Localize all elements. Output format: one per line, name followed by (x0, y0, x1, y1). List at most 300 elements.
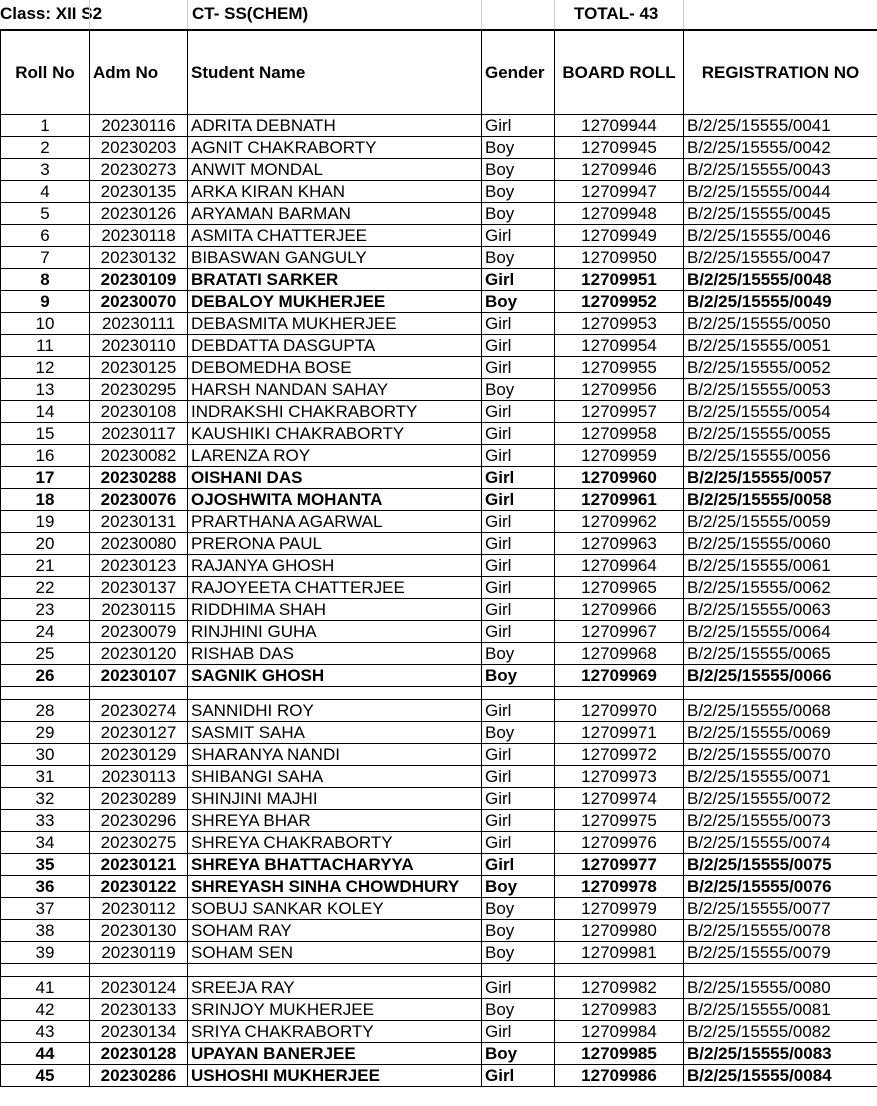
cell-board-roll: 12709964 (555, 555, 684, 577)
cell-registration-no: B/2/25/15555/0068 (684, 700, 877, 722)
cell-board-roll: 12709951 (555, 269, 684, 291)
cell-board-roll: 12709977 (555, 854, 684, 876)
cell-roll-no: 19 (1, 511, 90, 533)
cell-adm-no: 20230082 (90, 445, 188, 467)
table-row (1, 700, 877, 722)
cell-board-roll: 12709971 (555, 722, 684, 744)
cell-board-roll: 12709962 (555, 511, 684, 533)
column-header-registration-no: REGISTRATION NO (684, 31, 877, 115)
cell-roll-no: 36 (1, 876, 90, 898)
cell-registration-no: B/2/25/15555/0069 (684, 722, 877, 744)
cell-adm-no: 20230131 (90, 511, 188, 533)
cell-registration-no: B/2/25/15555/0050 (684, 313, 877, 335)
cell-roll-no: 17 (1, 467, 90, 489)
cell-board-roll: 12709944 (555, 115, 684, 137)
cell-gender: Boy (482, 942, 555, 964)
cell-adm-no: 20230129 (90, 744, 188, 766)
cell-roll-no: 23 (1, 599, 90, 621)
cell-roll-no: 21 (1, 555, 90, 577)
cell-roll-no: 16 (1, 445, 90, 467)
table-row (1, 379, 877, 401)
cell-adm-no: 20230289 (90, 788, 188, 810)
table-row (1, 722, 877, 744)
cell-registration-no: B/2/25/15555/0070 (684, 744, 877, 766)
student-table (0, 30, 877, 1087)
cell-adm-no: 20230126 (90, 203, 188, 225)
cell-student-name: ASMITA CHATTERJEE (188, 225, 482, 247)
cell-adm-no: 20230070 (90, 291, 188, 313)
cell-board-roll: 12709986 (555, 1065, 684, 1087)
table-row (1, 467, 877, 489)
cell-gender: Girl (482, 577, 555, 599)
cell-adm-no: 20230296 (90, 810, 188, 832)
cell-registration-no: B/2/25/15555/0080 (684, 977, 877, 999)
cell-roll-no: 31 (1, 766, 90, 788)
cell-adm-no: 20230274 (90, 700, 188, 722)
cell-roll-no: 3 (1, 159, 90, 181)
cell-student-name: SHREYA BHAR (188, 810, 482, 832)
table-row (1, 511, 877, 533)
cell-roll-no: 39 (1, 942, 90, 964)
cell-gender: Girl (482, 810, 555, 832)
table-row (1, 247, 877, 269)
table-row (1, 445, 877, 467)
cell-roll-no: 32 (1, 788, 90, 810)
cell-student-name: SHREYA BHATTACHARYYA (188, 854, 482, 876)
cell-roll-no: 6 (1, 225, 90, 247)
cell-roll-no: 42 (1, 999, 90, 1021)
cell-roll-no (1, 687, 90, 700)
cell-student-name: DEBALOY MUKHERJEE (188, 291, 482, 313)
cell-gender: Boy (482, 181, 555, 203)
cell-student-name (188, 687, 482, 700)
cell-student-name: SHINJINI MAJHI (188, 788, 482, 810)
table-row (1, 335, 877, 357)
cell-adm-no: 20230110 (90, 335, 188, 357)
cell-gender: Boy (482, 898, 555, 920)
cell-board-roll: 12709974 (555, 788, 684, 810)
cell-gender: Girl (482, 335, 555, 357)
cell-student-name: OJOSHWITA MOHANTA (188, 489, 482, 511)
cell-registration-no: B/2/25/15555/0051 (684, 335, 877, 357)
cell-adm-no: 20230286 (90, 1065, 188, 1087)
table-row (1, 942, 877, 964)
class-label: Class: XII S2 (0, 4, 103, 23)
cell-adm-no: 20230273 (90, 159, 188, 181)
table-row (1, 225, 877, 247)
table-row (1, 577, 877, 599)
cell-gender: Girl (482, 555, 555, 577)
cell-adm-no: 20230132 (90, 247, 188, 269)
cell-adm-no: 20230133 (90, 999, 188, 1021)
table-row (1, 898, 877, 920)
cell-gender: Girl (482, 269, 555, 291)
cell-roll-no: 8 (1, 269, 90, 291)
cell-roll-no: 14 (1, 401, 90, 423)
cell-student-name: SHARANYA NANDI (188, 744, 482, 766)
column-header-student-name: Student Name (188, 31, 482, 115)
column-header-adm-no: Adm No (90, 31, 188, 115)
cell-roll-no: 33 (1, 810, 90, 832)
cell-adm-no: 20230080 (90, 533, 188, 555)
cell-student-name: ADRITA DEBNATH (188, 115, 482, 137)
cell-gender: Boy (482, 920, 555, 942)
cell-registration-no: B/2/25/15555/0064 (684, 621, 877, 643)
cell-adm-no: 20230295 (90, 379, 188, 401)
cell-registration-no: B/2/25/15555/0052 (684, 357, 877, 379)
cell-registration-no (684, 964, 877, 977)
cell-registration-no: B/2/25/15555/0047 (684, 247, 877, 269)
cell-gender: Girl (482, 599, 555, 621)
cell-student-name: INDRAKSHI CHAKRABORTY (188, 401, 482, 423)
cell-roll-no: 1 (1, 115, 90, 137)
cell-adm-no: 20230079 (90, 621, 188, 643)
cell-roll-no: 9 (1, 291, 90, 313)
subject-label: CT- SS(CHEM) (192, 4, 309, 23)
cell-registration-no: B/2/25/15555/0066 (684, 665, 877, 687)
table-row (1, 137, 877, 159)
column-header-gender: Gender (482, 31, 555, 115)
cell-board-roll: 12709970 (555, 700, 684, 722)
column-header-roll-no: Roll No (1, 31, 90, 115)
cell-registration-no: B/2/25/15555/0057 (684, 467, 877, 489)
table-row (1, 159, 877, 181)
cell-board-roll: 12709960 (555, 467, 684, 489)
cell-student-name: RAJANYA GHOSH (188, 555, 482, 577)
grid-line (187, 0, 188, 29)
cell-student-name: OISHANI DAS (188, 467, 482, 489)
cell-gender: Boy (482, 1043, 555, 1065)
cell-registration-no: B/2/25/15555/0078 (684, 920, 877, 942)
cell-adm-no: 20230121 (90, 854, 188, 876)
cell-adm-no: 20230275 (90, 832, 188, 854)
cell-board-roll (555, 687, 684, 700)
cell-roll-no: 41 (1, 977, 90, 999)
cell-roll-no: 12 (1, 357, 90, 379)
cell-student-name: RAJOYEETA CHATTERJEE (188, 577, 482, 599)
cell-registration-no: B/2/25/15555/0071 (684, 766, 877, 788)
cell-roll-no: 29 (1, 722, 90, 744)
cell-adm-no: 20230125 (90, 357, 188, 379)
cell-registration-no: B/2/25/15555/0084 (684, 1065, 877, 1087)
cell-student-name: ANWIT MONDAL (188, 159, 482, 181)
cell-student-name: DEBASMITA MUKHERJEE (188, 313, 482, 335)
cell-registration-no: B/2/25/15555/0049 (684, 291, 877, 313)
cell-gender: Girl (482, 832, 555, 854)
cell-roll-no: 4 (1, 181, 90, 203)
cell-registration-no: B/2/25/15555/0053 (684, 379, 877, 401)
spacer-row (1, 964, 877, 977)
cell-board-roll: 12709978 (555, 876, 684, 898)
cell-roll-no: 2 (1, 137, 90, 159)
cell-gender: Boy (482, 876, 555, 898)
cell-registration-no: B/2/25/15555/0046 (684, 225, 877, 247)
cell-adm-no: 20230137 (90, 577, 188, 599)
table-body (1, 115, 877, 1087)
cell-student-name: SASMIT SAHA (188, 722, 482, 744)
cell-board-roll: 12709975 (555, 810, 684, 832)
cell-gender: Girl (482, 766, 555, 788)
cell-gender: Girl (482, 467, 555, 489)
cell-adm-no: 20230122 (90, 876, 188, 898)
cell-adm-no: 20230124 (90, 977, 188, 999)
cell-gender: Boy (482, 999, 555, 1021)
cell-roll-no: 24 (1, 621, 90, 643)
table-row (1, 291, 877, 313)
table-row (1, 977, 877, 999)
cell-adm-no: 20230118 (90, 225, 188, 247)
cell-adm-no: 20230117 (90, 423, 188, 445)
table-row (1, 999, 877, 1021)
cell-adm-no: 20230135 (90, 181, 188, 203)
cell-gender: Girl (482, 357, 555, 379)
cell-adm-no: 20230109 (90, 269, 188, 291)
cell-gender: Boy (482, 722, 555, 744)
grid-line (683, 0, 684, 29)
cell-adm-no: 20230076 (90, 489, 188, 511)
cell-board-roll: 12709952 (555, 291, 684, 313)
cell-student-name: BRATATI SARKER (188, 269, 482, 291)
cell-roll-no: 5 (1, 203, 90, 225)
cell-registration-no: B/2/25/15555/0073 (684, 810, 877, 832)
cell-gender: Girl (482, 1065, 555, 1087)
cell-board-roll: 12709945 (555, 137, 684, 159)
table-row (1, 203, 877, 225)
cell-student-name: PRARTHANA AGARWAL (188, 511, 482, 533)
cell-registration-no: B/2/25/15555/0058 (684, 489, 877, 511)
cell-registration-no: B/2/25/15555/0041 (684, 115, 877, 137)
table-row (1, 115, 877, 137)
table-row (1, 599, 877, 621)
cell-adm-no: 20230120 (90, 643, 188, 665)
cell-student-name: SAGNIK GHOSH (188, 665, 482, 687)
cell-student-name: RINJHINI GUHA (188, 621, 482, 643)
cell-adm-no: 20230112 (90, 898, 188, 920)
cell-board-roll: 12709982 (555, 977, 684, 999)
table-row (1, 744, 877, 766)
cell-registration-no: B/2/25/15555/0082 (684, 1021, 877, 1043)
cell-student-name: BIBASWAN GANGULY (188, 247, 482, 269)
cell-student-name: SOHAM SEN (188, 942, 482, 964)
cell-gender: Girl (482, 489, 555, 511)
cell-registration-no: B/2/25/15555/0056 (684, 445, 877, 467)
cell-gender: Boy (482, 665, 555, 687)
cell-student-name: SOHAM RAY (188, 920, 482, 942)
cell-board-roll: 12709967 (555, 621, 684, 643)
cell-registration-no: B/2/25/15555/0081 (684, 999, 877, 1021)
cell-adm-no: 20230107 (90, 665, 188, 687)
cell-student-name: KAUSHIKI CHAKRABORTY (188, 423, 482, 445)
cell-adm-no: 20230113 (90, 766, 188, 788)
cell-gender: Girl (482, 313, 555, 335)
cell-registration-no: B/2/25/15555/0059 (684, 511, 877, 533)
cell-registration-no: B/2/25/15555/0045 (684, 203, 877, 225)
cell-board-roll: 12709973 (555, 766, 684, 788)
cell-registration-no: B/2/25/15555/0063 (684, 599, 877, 621)
cell-student-name: UPAYAN BANERJEE (188, 1043, 482, 1065)
cell-student-name: SANNIDHI ROY (188, 700, 482, 722)
cell-registration-no: B/2/25/15555/0083 (684, 1043, 877, 1065)
cell-registration-no: B/2/25/15555/0079 (684, 942, 877, 964)
cell-board-roll: 12709966 (555, 599, 684, 621)
cell-gender: Girl (482, 445, 555, 467)
table-row (1, 621, 877, 643)
cell-board-roll: 12709969 (555, 665, 684, 687)
cell-board-roll: 12709950 (555, 247, 684, 269)
cell-roll-no (1, 964, 90, 977)
table-row (1, 854, 877, 876)
cell-adm-no: 20230119 (90, 942, 188, 964)
cell-gender: Boy (482, 379, 555, 401)
cell-roll-no: 22 (1, 577, 90, 599)
cell-gender (482, 964, 555, 977)
table-row (1, 876, 877, 898)
cell-board-roll: 12709955 (555, 357, 684, 379)
cell-board-roll: 12709980 (555, 920, 684, 942)
cell-student-name: SRINJOY MUKHERJEE (188, 999, 482, 1021)
cell-adm-no (90, 964, 188, 977)
table-row (1, 920, 877, 942)
cell-gender: Girl (482, 115, 555, 137)
cell-roll-no: 26 (1, 665, 90, 687)
cell-board-roll: 12709979 (555, 898, 684, 920)
cell-adm-no: 20230115 (90, 599, 188, 621)
cell-registration-no: B/2/25/15555/0061 (684, 555, 877, 577)
table-row (1, 313, 877, 335)
cell-student-name: SHIBANGI SAHA (188, 766, 482, 788)
cell-roll-no: 34 (1, 832, 90, 854)
table-row (1, 555, 877, 577)
cell-adm-no: 20230128 (90, 1043, 188, 1065)
cell-student-name (188, 964, 482, 977)
cell-board-roll: 12709968 (555, 643, 684, 665)
cell-student-name: SREEJA RAY (188, 977, 482, 999)
total-label: TOTAL- 43 (574, 4, 659, 23)
cell-adm-no (90, 687, 188, 700)
cell-adm-no: 20230134 (90, 1021, 188, 1043)
cell-registration-no: B/2/25/15555/0074 (684, 832, 877, 854)
cell-adm-no: 20230288 (90, 467, 188, 489)
cell-student-name: DEBOMEDHA BOSE (188, 357, 482, 379)
cell-roll-no: 11 (1, 335, 90, 357)
cell-registration-no: B/2/25/15555/0077 (684, 898, 877, 920)
cell-board-roll: 12709948 (555, 203, 684, 225)
cell-gender: Boy (482, 159, 555, 181)
cell-adm-no: 20230203 (90, 137, 188, 159)
cell-student-name: RISHAB DAS (188, 643, 482, 665)
cell-gender: Boy (482, 643, 555, 665)
cell-board-roll: 12709954 (555, 335, 684, 357)
cell-board-roll: 12709957 (555, 401, 684, 423)
table-row (1, 181, 877, 203)
cell-gender: Boy (482, 247, 555, 269)
table-row (1, 269, 877, 291)
table-row (1, 810, 877, 832)
cell-registration-no: B/2/25/15555/0044 (684, 181, 877, 203)
cell-gender (482, 687, 555, 700)
table-row (1, 1021, 877, 1043)
cell-registration-no: B/2/25/15555/0055 (684, 423, 877, 445)
table-row (1, 832, 877, 854)
cell-roll-no: 25 (1, 643, 90, 665)
cell-student-name: USHOSHI MUKHERJEE (188, 1065, 482, 1087)
table-header-row (1, 31, 877, 115)
cell-roll-no: 43 (1, 1021, 90, 1043)
cell-board-roll (555, 964, 684, 977)
cell-board-roll: 12709985 (555, 1043, 684, 1065)
cell-gender: Boy (482, 291, 555, 313)
cell-student-name: PRERONA PAUL (188, 533, 482, 555)
table-row (1, 665, 877, 687)
cell-gender: Girl (482, 423, 555, 445)
cell-student-name: ARKA KIRAN KHAN (188, 181, 482, 203)
grid-line (89, 0, 90, 29)
cell-roll-no: 20 (1, 533, 90, 555)
cell-gender: Girl (482, 977, 555, 999)
cell-board-roll: 12709984 (555, 1021, 684, 1043)
cell-gender: Boy (482, 137, 555, 159)
cell-roll-no: 44 (1, 1043, 90, 1065)
cell-student-name: HARSH NANDAN SAHAY (188, 379, 482, 401)
cell-adm-no: 20230127 (90, 722, 188, 744)
table-row (1, 788, 877, 810)
cell-board-roll: 12709947 (555, 181, 684, 203)
cell-board-roll: 12709949 (555, 225, 684, 247)
cell-student-name: DEBDATTA DASGUPTA (188, 335, 482, 357)
cell-registration-no: B/2/25/15555/0076 (684, 876, 877, 898)
cell-adm-no: 20230123 (90, 555, 188, 577)
cell-roll-no: 15 (1, 423, 90, 445)
cell-board-roll: 12709976 (555, 832, 684, 854)
cell-gender: Girl (482, 225, 555, 247)
cell-student-name: ARYAMAN BARMAN (188, 203, 482, 225)
cell-adm-no: 20230130 (90, 920, 188, 942)
spacer-row (1, 687, 877, 700)
cell-adm-no: 20230116 (90, 115, 188, 137)
cell-board-roll: 12709959 (555, 445, 684, 467)
cell-registration-no: B/2/25/15555/0060 (684, 533, 877, 555)
cell-adm-no: 20230111 (90, 313, 188, 335)
cell-registration-no (684, 687, 877, 700)
cell-gender: Girl (482, 700, 555, 722)
cell-roll-no: 10 (1, 313, 90, 335)
cell-registration-no: B/2/25/15555/0072 (684, 788, 877, 810)
cell-board-roll: 12709956 (555, 379, 684, 401)
cell-student-name: LARENZA ROY (188, 445, 482, 467)
cell-roll-no: 37 (1, 898, 90, 920)
grid-line (554, 0, 555, 29)
cell-gender: Boy (482, 203, 555, 225)
cell-roll-no: 13 (1, 379, 90, 401)
table-row (1, 401, 877, 423)
cell-student-name: SRIYA CHAKRABORTY (188, 1021, 482, 1043)
cell-board-roll: 12709963 (555, 533, 684, 555)
grid-line (481, 0, 482, 29)
cell-roll-no: 30 (1, 744, 90, 766)
cell-gender: Girl (482, 511, 555, 533)
cell-student-name: AGNIT CHAKRABORTY (188, 137, 482, 159)
cell-board-roll: 12709958 (555, 423, 684, 445)
cell-adm-no: 20230108 (90, 401, 188, 423)
cell-registration-no: B/2/25/15555/0062 (684, 577, 877, 599)
table-row (1, 357, 877, 379)
cell-registration-no: B/2/25/15555/0075 (684, 854, 877, 876)
cell-registration-no: B/2/25/15555/0043 (684, 159, 877, 181)
cell-registration-no: B/2/25/15555/0054 (684, 401, 877, 423)
sheet-title-row (0, 0, 877, 30)
cell-board-roll: 12709946 (555, 159, 684, 181)
cell-board-roll: 12709961 (555, 489, 684, 511)
